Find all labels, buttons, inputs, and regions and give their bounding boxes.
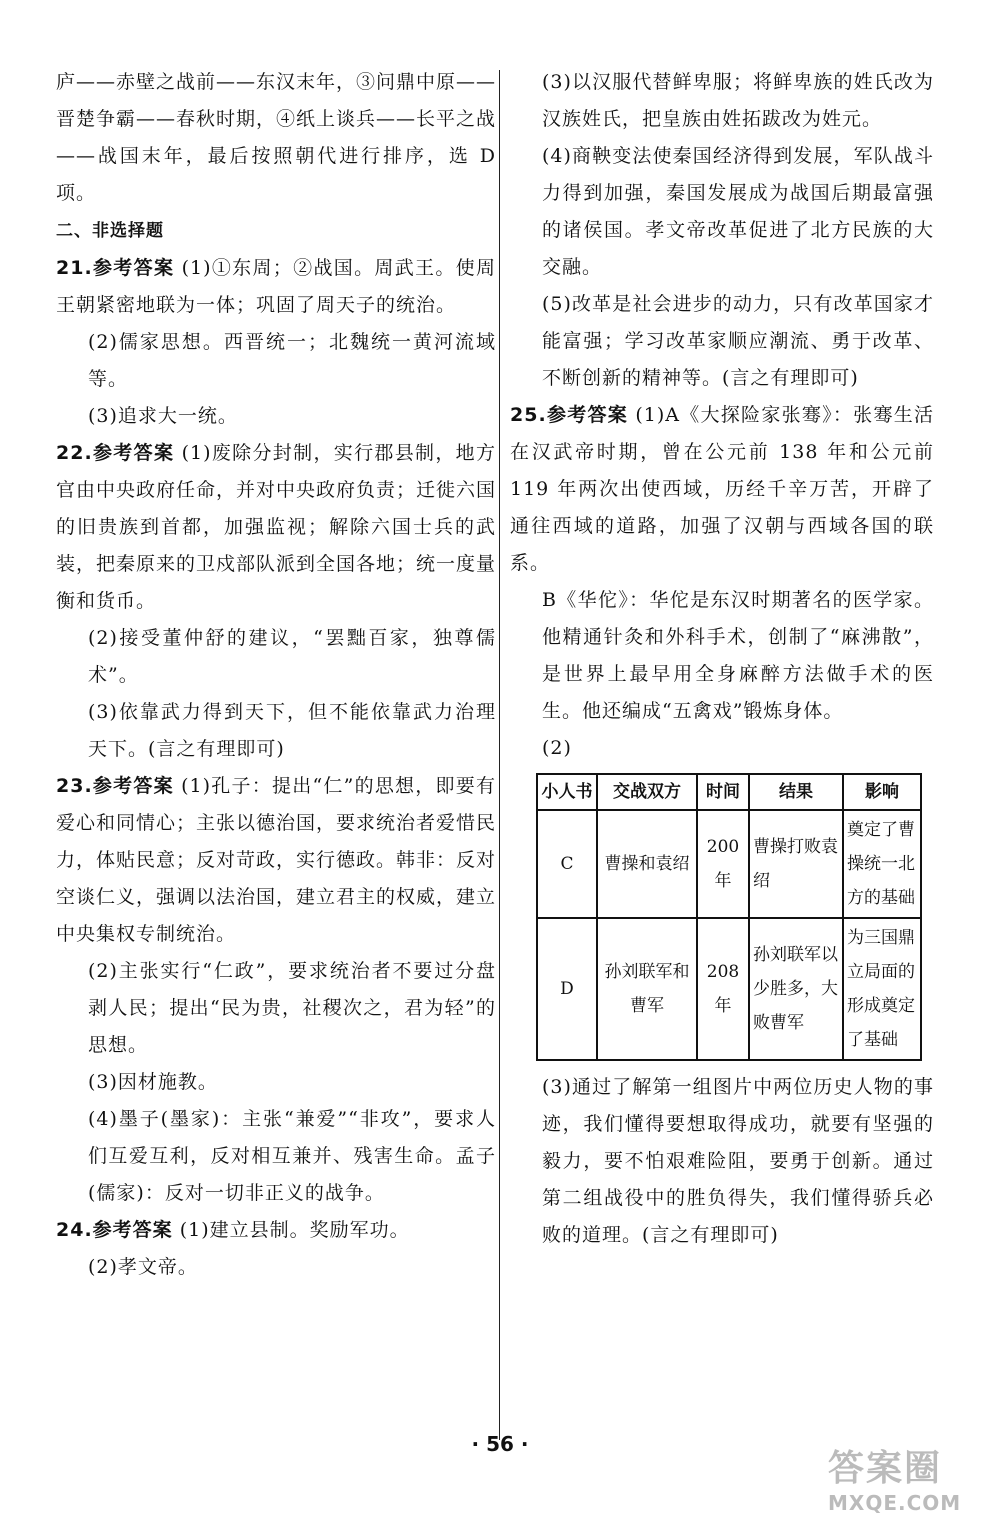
- q22-answer-1: 22.参考答案 (1)废除分封制，实行郡县制，地方官由中央政府任命，并对中央政府负责；迁徙六国的旧贵族到首都，加强监视；解除六国士兵的武装，把秦原来的卫戍部队派到全国各地；统一度量衡和货币。: [56, 442, 497, 612]
- table-header-cell: 结果: [749, 774, 843, 810]
- watermark-logo: [828, 1440, 988, 1515]
- q23-answer-4: (4)墨子(墨家)：主张“兼爱”“非攻”，要求人们互爱互利，反对相互兼并、残害生命。孟子(儒家)：反对一切非正义的战争。: [88, 1108, 496, 1204]
- watermark-bottom: MXQE.COM: [828, 1491, 962, 1515]
- q25-answer-3: (3)通过了解第一组图片中两位历史人物的事迹，我们懂得要想取得成功，就要有坚强的毅力，要不怕艰难险阻，要勇于创新。通过第二组战役中的胜负得失，我们懂得骄兵必败的道理。(言之有理即可): [542, 1076, 934, 1246]
- right-column: [510, 64, 934, 1254]
- table-cell: 200 年: [697, 810, 749, 918]
- table-header-cell: 时间: [697, 774, 749, 810]
- table-cell: 为三国鼎立局面的形成奠定了基础: [843, 918, 921, 1060]
- left-column: [56, 64, 496, 1286]
- watermark-top: 答案圈: [828, 1448, 943, 1489]
- q20-explanation-tail: 庐——赤壁之战前——东汉末年，③问鼎中原——晋楚争霸——春秋时期，④纸上谈兵——长平之战——战国末年，最后按照朝代进行排序，选 D 项。: [56, 71, 497, 204]
- battle-table: [536, 773, 922, 1061]
- page-number: · 56 ·: [471, 1432, 529, 1456]
- section-heading: 二、非选择题: [56, 221, 164, 241]
- table-cell: 奠定了曹操统一北方的基础: [843, 810, 921, 918]
- table-cell: C: [537, 810, 597, 918]
- table-header-row: [537, 774, 921, 810]
- q24-answer-5: (5)改革是社会进步的动力，只有改革国家才能富强；学习改革家顺应潮流、勇于改革、不断创新的精神等。(言之有理即可): [542, 293, 934, 389]
- q22-answer-2: (2)接受董仲舒的建议，“罢黜百家，独尊儒术”。: [88, 627, 496, 686]
- table-row: [537, 918, 921, 1060]
- q25-answer-2-label: (2): [542, 737, 572, 759]
- table-cell: 曹操打败袁绍: [749, 810, 843, 918]
- table-header-cell: 交战双方: [597, 774, 697, 810]
- table-cell: 孙刘联军和曹军: [597, 918, 697, 1060]
- q22-answer-3: (3)依靠武力得到天下，但不能依靠武力治理天下。(言之有理即可): [88, 701, 496, 760]
- q24-answer-3: (3)以汉服代替鲜卑服；将鲜卑族的姓氏改为汉族姓氏，把皇族由姓拓跋改为姓元。: [542, 71, 934, 130]
- column-divider: [499, 70, 500, 1440]
- table-cell: 孙刘联军以少胜多，大败曹军: [749, 918, 843, 1060]
- q25-answer-1b: B《华佗》：华佗是东汉时期著名的医学家。他精通针灸和外科手术，创制了“麻沸散”，是世界上最早用全身麻醉方法做手术的医生。他还编成“五禽戏”锻炼身体。: [542, 589, 934, 722]
- q21-answer-3: (3)追求大一统。: [88, 405, 238, 427]
- table-cell: 208 年: [697, 918, 749, 1060]
- q23-answer-1: 23.参考答案 (1)孔子：提出“仁”的思想，即要有爱心和同情心；主张以德治国，要求统治者爱惜民力，体贴民意；反对苛政，实行德政。韩非：反对空谈仁义，强调以法治国，建立君主的权威，建立中央集权专制统治。: [56, 775, 497, 945]
- table-header-cell: 小人书: [537, 774, 597, 810]
- q24-answer-2: (2)孝文帝。: [88, 1256, 198, 1278]
- q23-answer-2: (2)主张实行“仁政”，要求统治者不要过分盘剥人民；提出“民为贵，社稷次之，君为轻”的思想。: [88, 960, 496, 1056]
- q24-answer-1: 24.参考答案 (1)建立县制。奖励军功。: [56, 1219, 410, 1241]
- q25-answer-1: 25.参考答案 (1)A《大探险家张骞》：张骞生活在汉武帝时期，曾在公元前 138 年和公元前 119 年两次出使西域，历经千辛万苦，开辟了通往西域的道路，加强了汉朝与西域各国的联系。: [510, 404, 934, 574]
- q21-answer-2: (2)儒家思想。西晋统一；北魏统一黄河流域等。: [88, 331, 496, 390]
- table-cell: 曹操和袁绍: [597, 810, 697, 918]
- q23-answer-3: (3)因材施教。: [88, 1071, 218, 1093]
- q21-answer-1: 21.参考答案 (1)①东周；②战国。周武王。使周王朝紧密地联为一体；巩固了周天子的统治。: [56, 257, 496, 316]
- table-header-cell: 影响: [843, 774, 921, 810]
- q24-answer-4: (4)商鞅变法使秦国经济得到发展，军队战斗力得到加强，秦国发展成为战国后期最富强的诸侯国。孝文帝改革促进了北方民族的大交融。: [542, 145, 934, 278]
- table-row: [537, 810, 921, 918]
- table-cell: D: [537, 918, 597, 1060]
